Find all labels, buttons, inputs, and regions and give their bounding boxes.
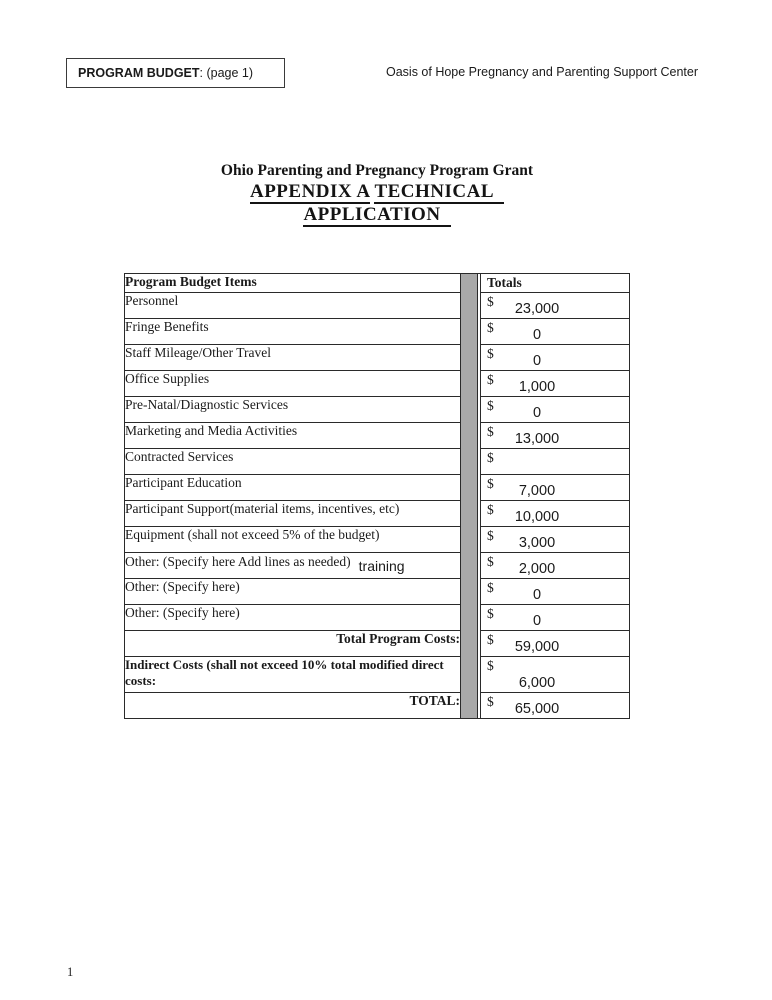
application-title-line — [0, 203, 754, 226]
table-row-contracted-services — [125, 449, 630, 475]
budget-item-label: Marketing and Media Activities — [125, 423, 461, 449]
spacer-column — [461, 449, 478, 475]
table-row-participant-support — [125, 501, 630, 527]
amount-value: 13,000 — [514, 431, 560, 447]
technical-text: TECHNICAL — [374, 181, 504, 204]
currency-symbol: $ — [487, 398, 494, 413]
amount-value: 1,000 — [518, 379, 556, 395]
currency-symbol: $ — [487, 294, 494, 309]
budget-amount-cell — [481, 693, 630, 719]
amount-value: 7,000 — [518, 483, 556, 499]
organization-name: Oasis of Hope Pregnancy and Parenting Support Center — [386, 65, 698, 79]
items-column-header: Program Budget Items — [125, 274, 461, 293]
spacer-column — [461, 553, 478, 579]
budget-amount-cell — [481, 657, 630, 693]
budget-amount-cell — [481, 631, 630, 657]
budget-item-label: Other: (Specify here) — [125, 605, 461, 631]
table-row-indirect-costs — [125, 657, 630, 693]
budget-amount-cell — [481, 423, 630, 449]
currency-symbol: $ — [487, 502, 494, 517]
currency-symbol: $ — [487, 632, 494, 647]
spacer-column — [461, 501, 478, 527]
budget-amount-cell — [481, 319, 630, 345]
page-number: 1 — [67, 965, 74, 979]
application-text: APPLICATION — [303, 204, 450, 227]
budget-amount-cell — [481, 345, 630, 371]
budget-item-label: Staff Mileage/Other Travel — [125, 345, 461, 371]
table-row-prenatal-services — [125, 397, 630, 423]
spacer-column — [461, 345, 478, 371]
amount-value: 0 — [532, 613, 542, 629]
currency-symbol: $ — [487, 554, 494, 569]
table-row-other-training — [125, 553, 630, 579]
title-block — [0, 161, 754, 226]
amount-value: 3,000 — [518, 535, 556, 551]
budget-item-label: Office Supplies — [125, 371, 461, 397]
table-row-personnel — [125, 293, 630, 319]
amount-value: 2,000 — [518, 561, 556, 577]
budget-amount-cell — [481, 527, 630, 553]
amount-value: 59,000 — [514, 639, 560, 655]
table-row-other-2 — [125, 605, 630, 631]
budget-amount-cell — [481, 605, 630, 631]
spacer-column — [461, 605, 478, 631]
table-row-fringe-benefits — [125, 319, 630, 345]
spacer-column — [461, 423, 478, 449]
table-row-staff-mileage — [125, 345, 630, 371]
currency-symbol: $ — [487, 606, 494, 621]
spacer-column — [461, 371, 478, 397]
program-budget-label-box — [66, 58, 285, 88]
spacer-column — [461, 631, 478, 657]
currency-symbol: $ — [487, 476, 494, 491]
currency-symbol: $ — [487, 450, 494, 465]
appendix-a-text: APPENDIX A — [249, 181, 370, 202]
spacer-column — [461, 319, 478, 345]
budget-item-label: Participant Education — [125, 475, 461, 501]
budget-item-label: Other: (Specify here) — [125, 579, 461, 605]
spacer-column — [461, 527, 478, 553]
budget-amount-cell — [481, 553, 630, 579]
table-row-other-1 — [125, 579, 630, 605]
spacer-column — [461, 579, 478, 605]
table-row-office-supplies — [125, 371, 630, 397]
table-row-equipment — [125, 527, 630, 553]
budget-amount-cell — [481, 501, 630, 527]
total-program-costs-label: Total Program Costs: — [125, 631, 461, 657]
amount-value: 10,000 — [514, 509, 560, 525]
grant-title: Ohio Parenting and Pregnancy Program Grant — [220, 162, 534, 179]
currency-symbol: $ — [487, 372, 494, 387]
training-annotation: training — [358, 558, 405, 574]
amount-value: 0 — [532, 327, 542, 343]
appendix-title-line — [0, 180, 754, 203]
program-budget-label: PROGRAM BUDGET — [78, 66, 200, 80]
amount-value: 0 — [532, 405, 542, 421]
budget-amount-cell — [481, 475, 630, 501]
budget-item-label: Personnel — [125, 293, 461, 319]
budget-amount-cell — [481, 579, 630, 605]
amount-value: 0 — [532, 353, 542, 369]
currency-symbol: $ — [487, 658, 494, 673]
currency-symbol: $ — [487, 424, 494, 439]
table-header-row — [125, 274, 630, 293]
budget-item-label: Fringe Benefits — [125, 319, 461, 345]
spacer-column — [461, 657, 478, 693]
amount-value: 65,000 — [514, 701, 560, 717]
spacer-column — [461, 293, 478, 319]
indirect-costs-label: Indirect Costs (shall not exceed 10% total modified direct costs: — [125, 657, 461, 693]
budget-amount-cell — [481, 449, 630, 475]
currency-symbol: $ — [487, 346, 494, 361]
budget-item-label: Other: (Specify here Add lines as needed) training — [125, 553, 461, 579]
spacer-column — [461, 693, 478, 719]
page-1-label: : (page 1) — [199, 66, 254, 80]
budget-amount-cell — [481, 371, 630, 397]
table-row-marketing-media — [125, 423, 630, 449]
total-label: TOTAL: — [125, 693, 461, 719]
spacer-column — [461, 274, 478, 293]
table-row-total-program-costs — [125, 631, 630, 657]
amount-value: 23,000 — [514, 301, 560, 317]
budget-item-label: Equipment (shall not exceed 5% of the budget) — [125, 527, 461, 553]
currency-symbol: $ — [487, 528, 494, 543]
table-row-total — [125, 693, 630, 719]
budget-item-label: Contracted Services — [125, 449, 461, 475]
budget-item-label: Participant Support(material items, incentives, etc) — [125, 501, 461, 527]
spacer-column — [461, 397, 478, 423]
spacer-column — [461, 475, 478, 501]
currency-symbol: $ — [487, 694, 494, 709]
currency-symbol: $ — [487, 580, 494, 595]
table-row-participant-education — [125, 475, 630, 501]
budget-amount-cell — [481, 293, 630, 319]
totals-column-header: Totals — [481, 274, 630, 293]
amount-value: 0 — [532, 587, 542, 603]
budget-item-label: Pre-Natal/Diagnostic Services — [125, 397, 461, 423]
budget-amount-cell — [481, 397, 630, 423]
currency-symbol: $ — [487, 320, 494, 335]
amount-value: 6,000 — [518, 675, 556, 691]
program-budget-table — [124, 273, 630, 719]
